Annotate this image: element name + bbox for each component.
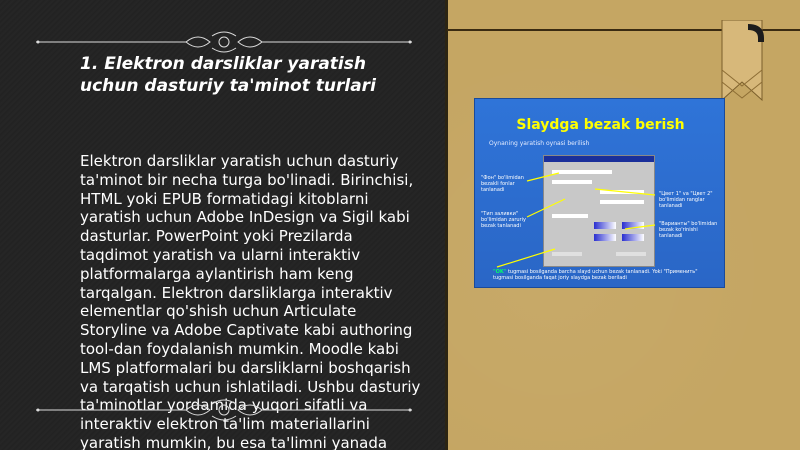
footer-text: tugmasi bosilganda barcha slayd uchun bezak tanlanadi. Yoki "Применить" tugmasi bosilganda faqat joriy slaydga bezak beriladi	[493, 269, 698, 281]
callout-right-1: "Цвет 1" va "Цвет 2" bo'limidan ranglar tanlanadi	[659, 191, 713, 209]
body-paragraph: Elektron darsliklar yaratish uchun dasturiy ta'minot bir necha turga bo'linadi. Birinchisi, HTML yoki EPUB formatidagi kitoblarni yaratish uchun Adobe InDesign va Sigil kabi dasturlar. PowerPoint yoki Prezilarda taqdimot yaratish va ularni interaktiv platformalarga aylantirish ham keng tarqalgan. Elektron darsliklarga interaktiv elementlar qo'shish uchun Articulate Storyline va Adobe Captivate kabi authoring tool-dan foydalanish mumkin. Moodle kabi LMS platformalari bu darsliklarni boshqarish va tarqatish uchun ishlatiladi. Ushbu dasturiy ta'minotlar yordamida yuqori sifatli va interaktiv elektron ta'lim materiallarini yaratish mumkin, bu esa ta'limni yanada	[80, 152, 421, 450]
slide-preview-image	[474, 98, 725, 288]
slide-title: Slaydga bezak berish	[516, 117, 685, 133]
page-title: 1. Elektron darsliklar yaratish uchun dasturiy ta'minot turlari	[80, 54, 376, 96]
footer-ok-key: "OK"	[493, 269, 507, 275]
bottom-divider-ornament-icon	[36, 398, 412, 422]
callout-left-2: "Тип заливки" bo'limidan zaruriy bezak tanlanadi	[481, 211, 526, 229]
top-divider-ornament-icon	[36, 30, 412, 54]
callout-right-2: "Варианты" bo'limidan bezak ko'rinishi tanlanadi	[659, 221, 718, 239]
slide-subtitle: Oynaning yaratish oynasi berilish	[489, 140, 590, 147]
bookmark-ribbon-icon	[718, 20, 766, 102]
callout-left-1: "Фон" bo'limidan bezakli fonlar tanlanadi	[481, 175, 524, 193]
panel-divider	[445, 0, 448, 450]
slide-footer-note	[493, 269, 713, 281]
